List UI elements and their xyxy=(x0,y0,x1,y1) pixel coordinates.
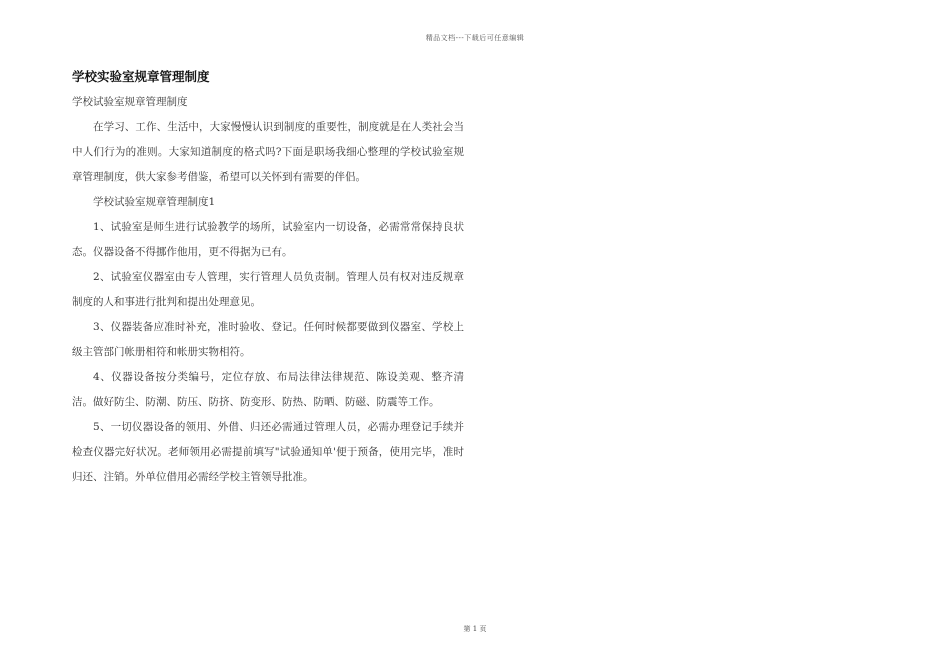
document-subtitle: 学校试验室规章管理制度 xyxy=(72,96,188,108)
rule-2-paragraph: 2、试验室仪器室由专人管理，实行管理人员负责制。管理人员有权对违反规章制度的人和事进行批判和提出处理意见。 xyxy=(72,271,464,308)
section-heading: 学校试验室规章管理制度1 xyxy=(93,196,216,208)
header-note: 精品文档---下载后可任意编辑 xyxy=(425,34,525,42)
intro-paragraph: 在学习、工作、生活中，大家慢慢认识到制度的重要性，制度就是在人类社会当中人们行为的准则。大家知道制度的格式吗?下面是职场我细心整理的学校试验室规章管理制度，供大家参考借鉴，希望可以关怀到有需要的伴侣。 xyxy=(72,121,464,183)
rule-4-paragraph: 4、仪器设备按分类编号，定位存放、布局法律法律规范、陈设美观、整齐清洁。做好防尘、防潮、防压、防挤、防变形、防热、防晒、防磁、防震等工作。 xyxy=(72,371,464,408)
document-title: 学校实验室规章管理制度 xyxy=(72,69,210,84)
document-body xyxy=(72,66,464,490)
rule-1-paragraph: 1、试验室是师生进行试验教学的场所，试验室内一切设备，必需常常保持良状态。仪器设备不得挪作他用，更不得据为已有。 xyxy=(72,221,464,258)
rule-3-paragraph: 3、仪器装备应准时补充，准时验收、登记。任何时候都要做到仪器室、学校上级主管部门帐册相符和帐册实物相符。 xyxy=(72,321,464,358)
page-number: 第 1 页 xyxy=(463,625,487,633)
rule-5-paragraph: 5、一切仪器设备的领用、外借、归还必需通过管理人员，必需办理登记手续并检查仪器完好状况。老师领用必需提前填写"试验通知单'便于预备，使用完毕，准时归还、注销。外单位借用必需经学校主管领导批准。 xyxy=(72,421,464,483)
